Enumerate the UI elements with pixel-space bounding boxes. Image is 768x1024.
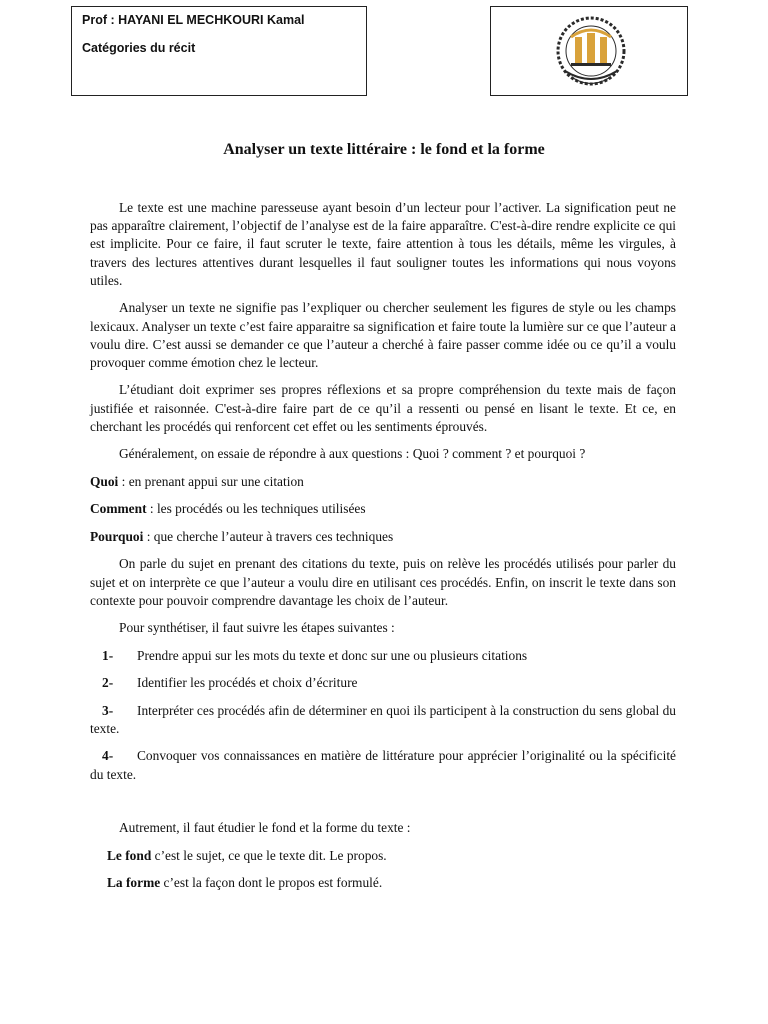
step-text: Prendre appui sur les mots du texte et donc sur une ou plusieurs citations [137, 647, 528, 663]
course-name: Catégories du récit [82, 41, 196, 55]
paragraph: Pour synthétiser, il faut suivre les étapes suivantes : [119, 620, 395, 636]
definition-text: c’est la façon dont le propos est formulé. [160, 875, 383, 891]
step-number: 4- [102, 748, 114, 764]
question-text: : en prenant appui sur une citation [118, 473, 304, 489]
question-item [90, 500, 676, 518]
paragraph: Analyser un texte ne signifie pas l’expliquer ou chercher seulement les figures de style ou les champs lexicaux. Analyser un texte c’est faire apparaitre sa signification et faire toute la lumière sur ce que l’auteur a voulu dire. C’est aussi se demander ce que l’auteur a cherché à faire passer comme idée ou ce qu’il a voulu provoquer comme émotion chez le lecteur. [90, 300, 676, 370]
faculty-logo [551, 15, 631, 91]
step-item [90, 702, 676, 738]
question-text: : que cherche l’auteur à travers ces techniques [143, 528, 394, 544]
professor-name: Prof : HAYANI EL MECHKOURI Kamal [82, 13, 305, 27]
definition-item [107, 874, 676, 892]
definition-term: Le fond [107, 847, 152, 863]
question-item [90, 473, 676, 491]
step-item [90, 674, 676, 692]
step-text: Convoquer vos connaissances en matière de littérature pour apprécier l’originalité ou la spécificité du texte. [90, 748, 676, 782]
paragraph: L’étudiant doit exprimer ses propres réflexions et sa propre compréhension du texte mais de façon justifiée et raisonnée. C'est-à-dire faire part de ce qu’il a ressenti ou pensé en lisant le texte. Et ce, en cherchant les procédés qui renforcent cet effet ou les sentiments éprouvés. [90, 382, 676, 434]
question-item [90, 528, 676, 546]
step-item [90, 647, 676, 665]
step-number: 2- [102, 675, 114, 691]
question-text: : les procédés ou les techniques utilisées [146, 501, 366, 517]
paragraph: Autrement, il faut étudier le fond et la forme du texte : [119, 820, 411, 836]
document-body [90, 199, 676, 902]
header-info-box [71, 6, 367, 96]
paragraph: On parle du sujet en prenant des citations du texte, puis on relève les procédés utilisés pour parler du sujet et on interprète ce que l’auteur a voulu dire en utilisant ces procédés. Enfin, on inscrit le texte dans son contexte pour pouvoir comprendre davantage les choix de l’auteur. [90, 556, 676, 608]
definition-term: La forme [107, 875, 161, 891]
question-term: Pourquoi [90, 528, 144, 544]
definition-item [107, 847, 676, 865]
step-number: 3- [102, 702, 114, 718]
step-text: Identifier les procédés et choix d’écriture [137, 675, 358, 691]
paragraph: Le texte est une machine paresseuse ayant besoin d’un lecteur pour l’activer. La signification peut ne pas apparaître clairement, l’objectif de l’analyse est de la faire apparaître. C'est-à-dire rendre explicite ce qui est implicite. Pour ce faire, il faut scruter le texte, faire attention à tous les détails, même les virgules, à travers des lectures attentives durant lesquelles il faut souligner toutes les informations qui nous voyons utiles. [90, 200, 676, 288]
question-term: Quoi [90, 473, 119, 489]
step-text: Interpréter ces procédés afin de déterminer en quoi ils participent à la construction du sens global du texte. [90, 702, 676, 736]
header-logo-box [490, 6, 688, 96]
step-number: 1- [102, 647, 114, 663]
document-title: Analyser un texte littéraire : le fond et la forme [223, 141, 545, 158]
paragraph: Généralement, on essaie de répondre à aux questions : Quoi ? comment ? et pourquoi ? [119, 446, 586, 462]
definition-text: c’est le sujet, ce que le texte dit. Le propos. [151, 847, 387, 863]
question-term: Comment [90, 501, 147, 517]
step-item [90, 747, 676, 783]
